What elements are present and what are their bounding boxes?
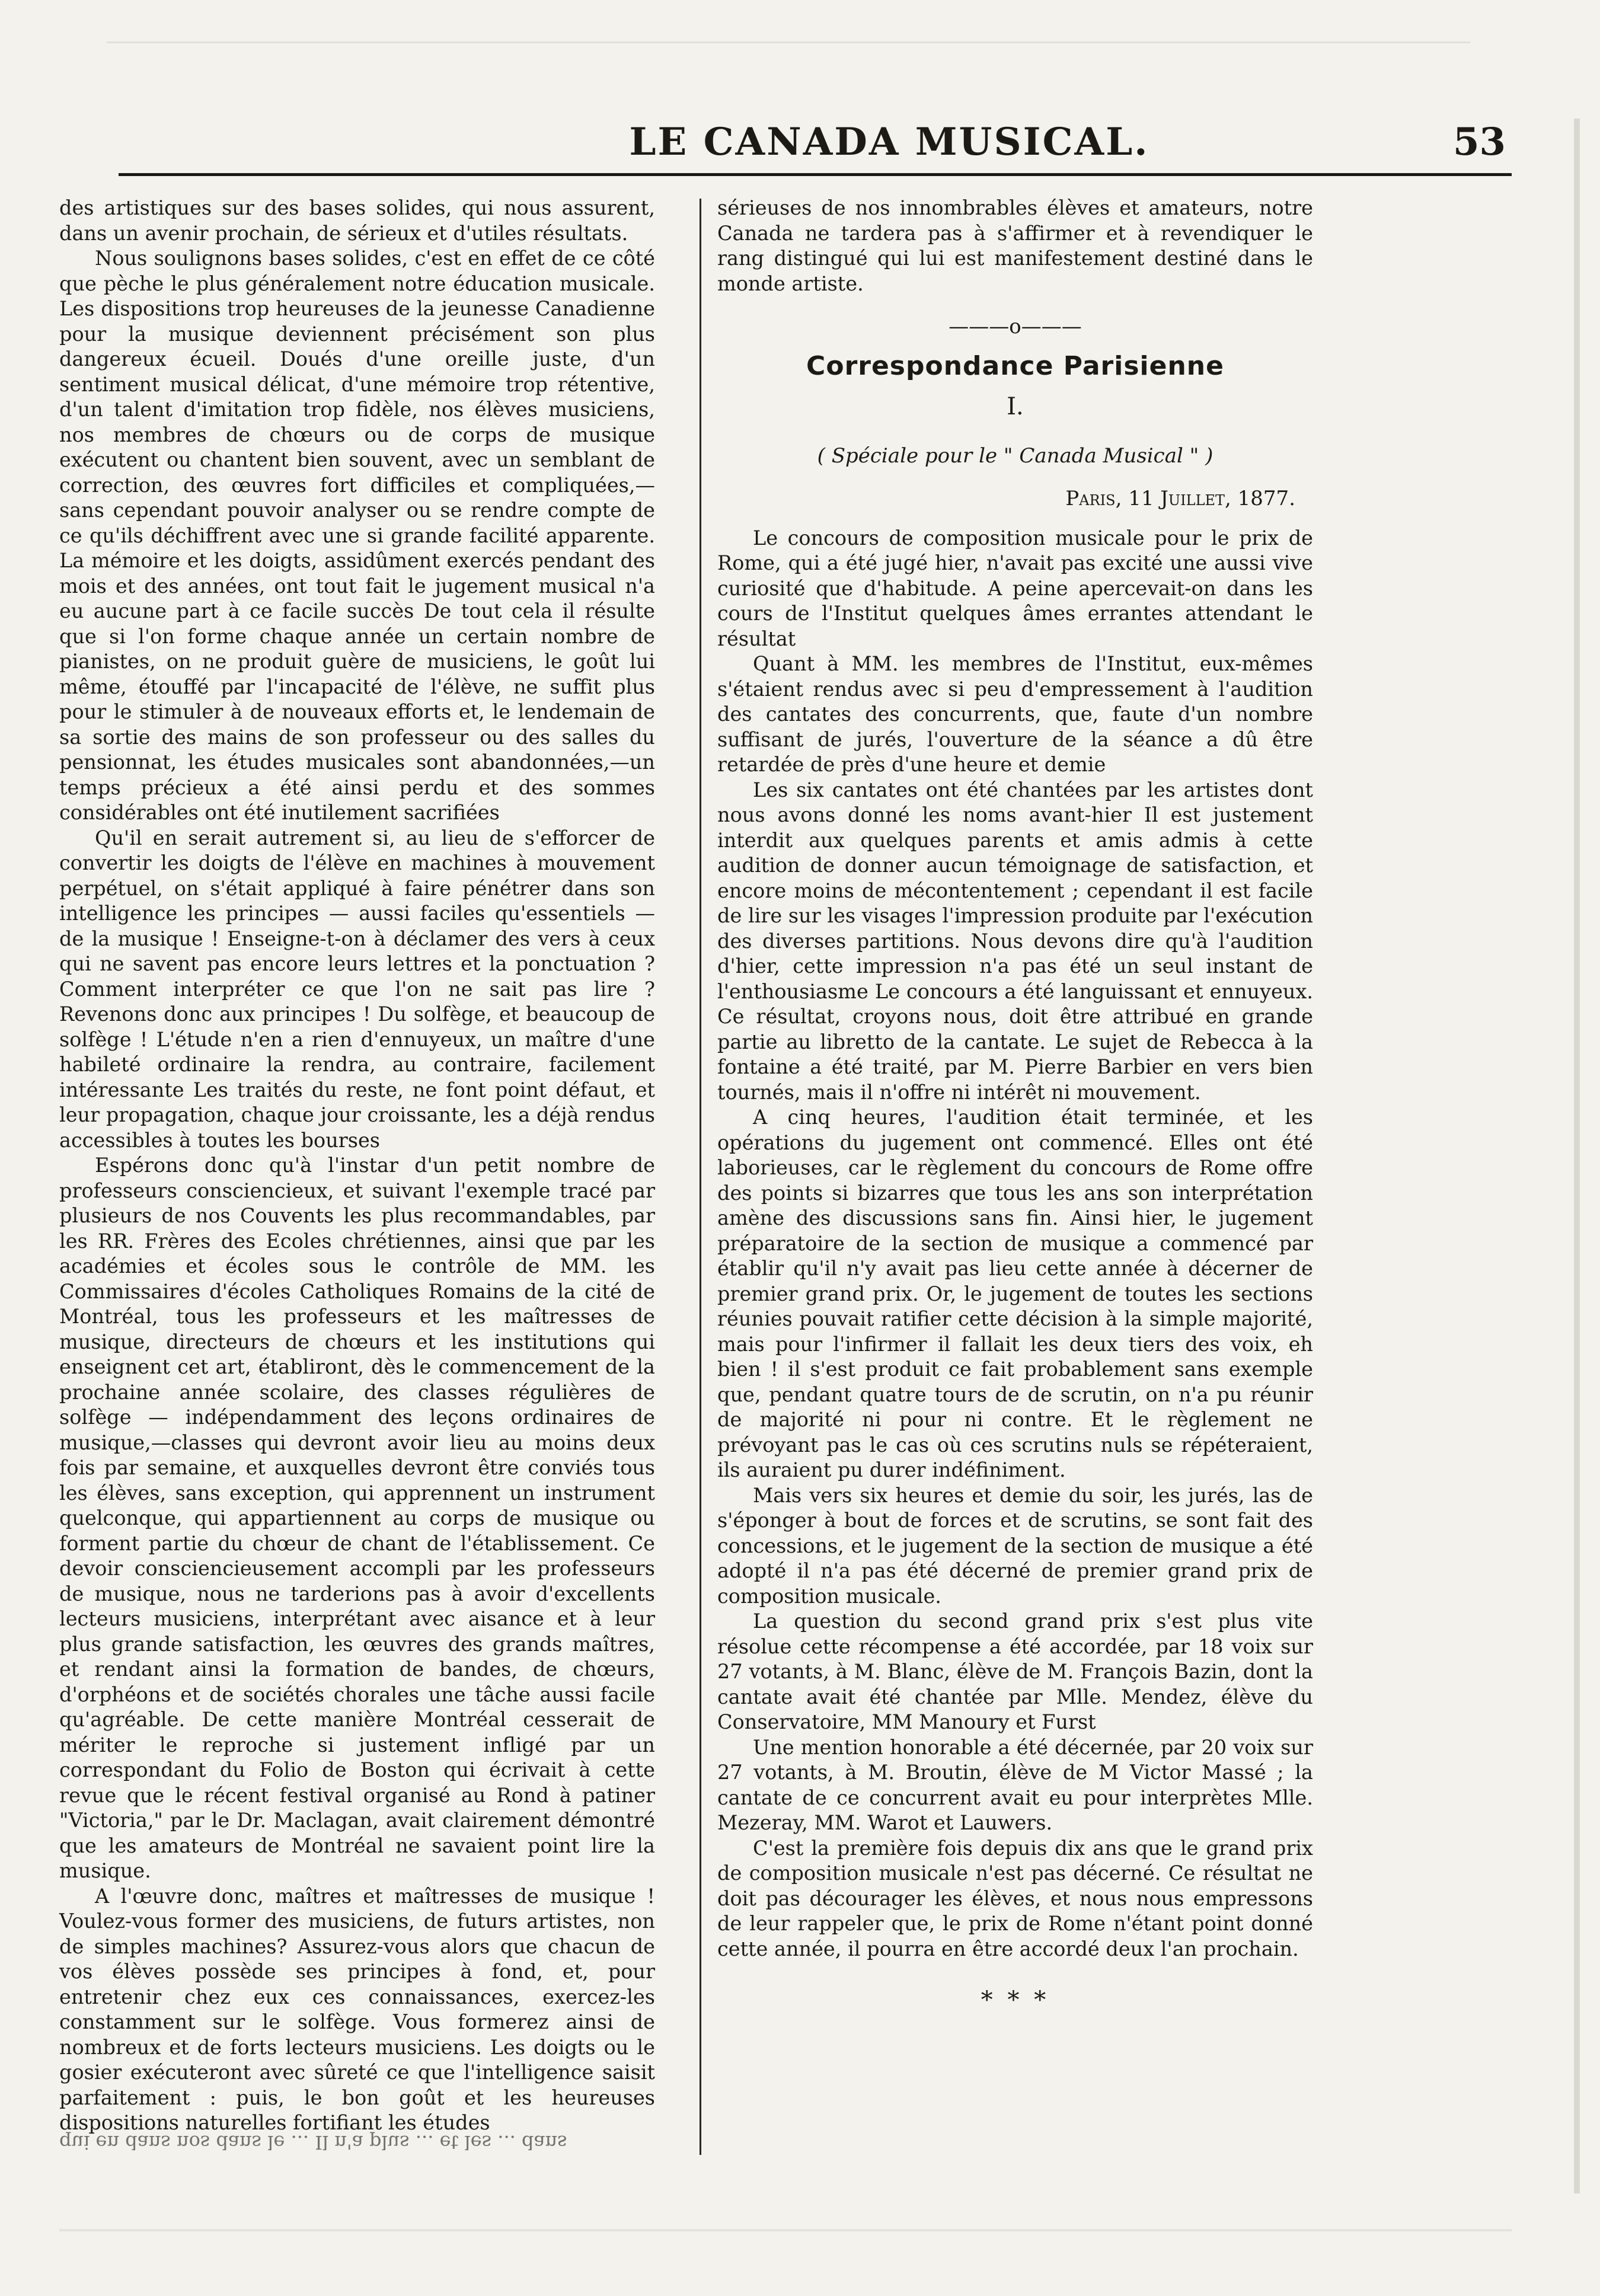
paragraph: A cinq heures, l'audition était terminée, et les opérations du jugement ont commencé. Elles ont été laborieuses, car le règlement du concours de Rome offre des points si bizarres que tous les ans son interprétation amène des discussions sans fin. Ainsi hier, le jugement préparatoire de la section de musique a commencé par établir qu'il n'y avait pas lieu cette année à décerner de premier grand prix. Or, le jugement de toutes les sections réunies pouvait ratifier cette décision à la simple majorité, mais pour l'infirmer il fallait les deux tiers des voix, eh bien ! il s'est produit ce fait probablement sans exemple que, pendant quatre tours de de scrutin, on n'a pu réunir de majorité ni pour ni contre. Et le règlement ne prévoyant pas le cas où ces scrutins nuls se répéteraient, ils auraient pu durer indéfiniment. <box>717 1106 1313 1481</box>
paragraph: Nous soulignons bases solides, c'est en effet de ce côté que pèche le plus généralement notre éducation musicale. Les dispositions trop heureuses de la jeunesse Canadienne pour la musique deviennent précisément son plus dangereux écueil. Doués d'une oreille juste, d'un sentiment musical délicat, d'une mémoire trop rétentive, d'un talent d'imitation trop fidèle, nos élèves musiciens, nos membres de chœurs ou de corps de musique exécutent ou chantent bien souvent, avec un semblant de correction, des œuvres fort difficiles et compliquées,—sans cependant pouvoir analyser ou se rendre compte de ce qu'ils déchiffrent avec une si grande facilité apparente. La mémoire et les doigts, assidûment exercés pendant des mois et des années, ont tout fait le jugement musical n'a eu aucune part à ce facile succès De tout cela il résulte que si l'on forme chaque année un certain nombre de pianistes, on ne produit guère de musiciens, le goût lui même, étouffé par l'incapacité de l'élève, ne suffit plus pour le stimuler à de nouveaux efforts et, le lendemain de sa sortie des mains de son professeur ou des salles du pensionnat, les études musicales sont abandonnées,—un temps précieux a été ainsi perdu et des sommes considérables ont été inutilement sacrifiées <box>59 247 655 824</box>
dateline <box>717 486 1313 512</box>
paragraph: Le concours de composition musicale pour le prix de Rome, qui a été jugé hier, n'avait pas excité une aussi vive curiosité que d'habitude. A peine apercevait-on dans les cours de l'Institut quelques âmes errantes attendant le résultat <box>717 526 1313 650</box>
paragraph: La question du second grand prix s'est plus vite résolue cette récompense a été accordée, par 18 voix sur 27 votants, à M. Blanc, élève de M. François Bazin, dont la cantate avait été chantée par Mlle. Mendez, élève du Conservatoire, MM Manoury et Furst <box>717 1610 1313 1733</box>
section-number: I. <box>1007 393 1024 420</box>
running-title: LE CANADA MUSICAL. <box>629 120 1149 164</box>
column-divider <box>700 199 701 2155</box>
section-title: Correspondance Parisienne <box>806 350 1224 381</box>
paragraph: Espérons donc qu'à l'instar d'un petit nombre de professeurs consciencieux, et suivant l'exemple tracé par plusieurs de nos Couvents les plus recommandables, par les RR. Frères des Ecoles chrétiennes, ainsi que par les académies et écoles sous le contrôle de MM. les Commissaires d'écoles Catholiques Romains de la cité de Montréal, tous les professeurs et les maîtresses de musique, directeurs de chœurs et les institutions qui enseignent cet art, établiront, dès le commencement de la prochaine année scolaire, des classes régulières de solfège — indépendamment des leçons ordinaires de musique,—classes qui devront avoir lieu au moins deux fois par semaine, et auxquelles devront être conviés tous les élèves, sans exception, qui apprennent un instrument quelconque, qui appartiennent au corps de musique ou forment partie du chœur de chant de l'établissement. Ce devoir consciencieusement accompli par les professeurs de musique, nous ne tarderions pas à avoir d'excellents lecteurs musiciens, interprétant avec aisance et à leur plus grande satisfaction, les œuvres des grands maîtres, et rendant ainsi la formation de bandes, de chœurs, d'orphéons et de sociétés chorales une tâche aussi facile qu'agréable. De cette manière Montréal cesserait de mériter le reproche si justement infligé par un correspondant du Folio de Boston qui écrivait à cette revue que le récent festival organisé au Rond à patiner "Victoria," par le Dr. Maclagan, avait clairement démontré que les amateurs de Montréal ne savaient point lire la musique. <box>59 1154 655 1882</box>
section-subtitle: ( Spéciale pour le " Canada Musical " ) <box>817 443 1213 468</box>
section-divider: ———o——— <box>948 315 1082 339</box>
right-column <box>717 196 1313 2013</box>
paragraph: Quant à MM. les membres de l'Institut, eux-mêmes s'étaient rendus avec si peu d'empressement à l'audition des cantates des concurrents, que, faute d'un nombre suffisant de jurés, l'ouverture de la séance a dû être retardée de près d'une heure et demie <box>717 652 1313 776</box>
paragraph: Les six cantates ont été chantées par les artistes dont nous avons donné les noms avant-hier Il est justement interdit aux quelques parents et amis admis à cette audition de donner aucun témoignage de satisfaction, et encore moins de mécontentement ; cependant il est facile de lire sur les visages l'impression produite par l'exécution des diverses partitions. Nous devons dire qu'à l'audition d'hier, cette impression n'a pas été un seul instant de l'enthousiasme Le concours a été languissant et ennuyeux. Ce résultat, croyons nous, doit être attribué en grande partie au libretto de la cantate. Le sujet de Rebecca à la fontaine a été traité, par M. Pierre Barbier en vers bien tournés, mais il n'offre ni intérêt ni mouvement. <box>717 778 1313 1104</box>
paragraph: Qu'il en serait autrement si, au lieu de s'efforcer de convertir les doigts de l'élève en machines à mouvement perpétuel, on s'était appliqué à faire pénétrer dans son intelligence les principes — aussi faciles qu'essentiels — de la musique ! Enseigne-t-on à déclamer des vers à ceux qui ne savent pas encore leurs lettres et la ponctuation ? Comment interpréter ce que l'on ne sait pas lire ? Revenons donc aux principes ! Du solfège, et beaucoup de solfège ! L'étude n'en a rien d'ennuyeux, un maître d'une habileté ordinaire la rendra, au contraire, facilement intéressante Les traités du reste, ne font point défaut, et leur propagation, chaque jour croissante, les a déjà rendus accessibles à toutes les bourses <box>59 826 655 1152</box>
show-through-text: qui en dans nos dans le ... Il n'a plus ... et les ... dans <box>59 2131 567 2154</box>
page-number: 53 <box>1452 120 1506 164</box>
asterism: * * * <box>981 1987 1050 2014</box>
paragraph: A l'œuvre donc, maîtres et maîtresses de musique ! Voulez-vous former des musiciens, de futurs artistes, non de simples machines? Assurez-vous alors que chacun de vos élèves possède ses principes à fond, et, pour entretenir chez eux ces connaissances, exercez-les constamment sur le solfège. Vous formerez ainsi de nombreux et de forts lecteurs musiciens. Les doigts ou le gosier exécuteront avec sûreté ce que l'intelligence saisit parfaitement : puis, le bon goût et les heureuses dispositions naturelles fortifiant les études <box>59 1884 655 2134</box>
paragraph: C'est la première fois depuis dix ans que le grand prix de composition musicale n'est pas décerné. Ce résultat ne doit pas décourager les élèves, et nous nous empressons de leur rappeler que, le prix de Rome n'étant point donné cette année, il pourra en être accordé deux l'an prochain. <box>717 1836 1313 1960</box>
paragraph: sérieuses de nos innombrables élèves et amateurs, notre Canada ne tardera pas à s'affirmer et à revendiquer le rang distingué qui lui est manifestement destiné dans le monde artiste. <box>717 196 1313 295</box>
paragraph: des artistiques sur des bases solides, qui nous assurent, dans un avenir prochain, de sérieux et d'utiles résultats. <box>59 196 655 245</box>
left-column <box>59 196 655 2136</box>
dateline-place: Paris, <box>1065 487 1122 510</box>
dateline-date: 11 Juillet, 1877. <box>1128 487 1295 510</box>
paragraph: Une mention honorable a été décernée, par 20 voix sur 27 votants, à M. Broutin, élève de M Victor Massé ; la cantate de ce concurrent avait eu pour interprètes Mlle. Mezeray, MM. Warot et Lauwers. <box>717 1735 1313 1834</box>
header-rule <box>119 173 1512 176</box>
page-header <box>119 107 1512 178</box>
paragraph: Mais vers six heures et demie du soir, les jurés, las de s'éponger à bout de forces et de scrutins, se sont fait des concessions, et le jugement de la section de musique a été adopté il n'a pas été décerné de premier grand prix de composition musicale. <box>717 1483 1313 1608</box>
